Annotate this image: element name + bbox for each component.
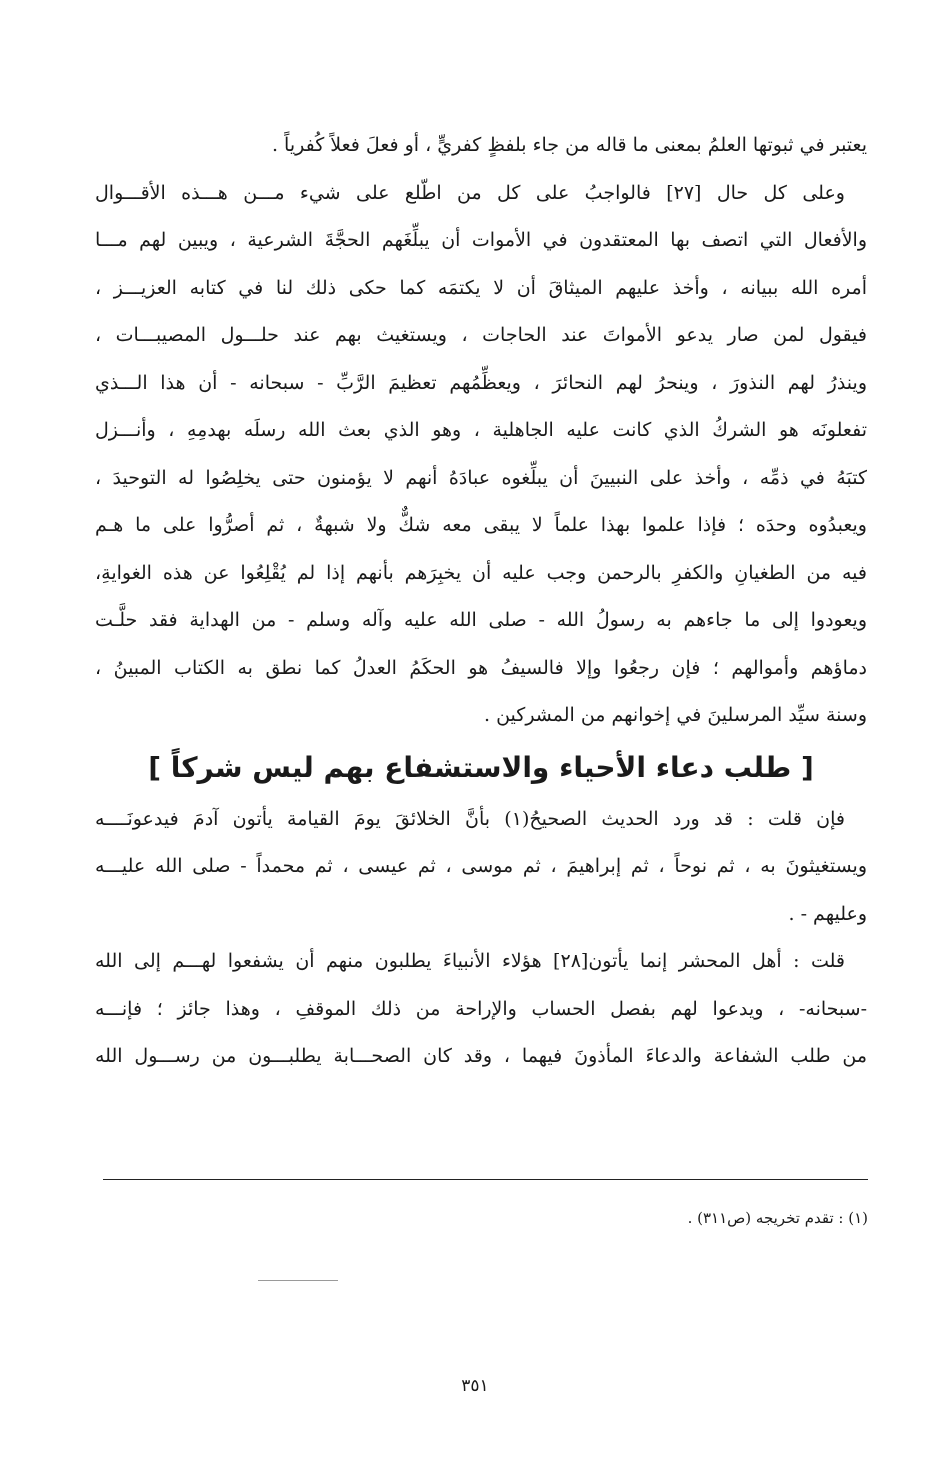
text-line: أمره الله ببيانه ، وأخذ عليهم الميثاقَ أن لا يكتمَه كما حكى ذلك لنا في كتابه العزيـــز ، — [95, 276, 867, 299]
text-line: من طلب الشفاعة والدعاءَ المأذونَ فيهما ، وقد كان الصحـــابة يطلبـــون من رســـول الله — [95, 1045, 867, 1067]
text-line: ويعودوا إلى ما جاءهم به رسولُ الله - صلى الله عليه وآله وسلم - من الهداية فقد حلَّـت — [95, 609, 867, 631]
text-line: يعتبر في ثبوتها العلمُ بمعنى ما قاله من جاء بلفظٍ كفريٍّ ، أو فعلَ فعلاً كُفرياً . — [271, 134, 867, 156]
text-line: فيه من الطغيانِ والكفرِ بالرحمن وجب عليه أن يخبِرَهم بأنهم إذا لم يُقْلِعُوا عن هذه الغوايةِ، — [95, 561, 867, 584]
page-number: ٣٥١ — [461, 1376, 489, 1396]
text-line: دماؤهم وأموالهم ؛ فإن رجعُوا وإلا فالسيفُ هو الحكَمُ العدلُ كما نطق به الكتاب المبينُ ، — [95, 656, 867, 679]
text-line: -سبحانه- ، ويدعوا لهم بفصل الحساب والإراحة من ذلك الموقفِ ، وهذا جائز ؛ فإنـــه — [95, 997, 867, 1020]
text-line: والأفعال التي اتصف بها المعتقدون في الأموات أن يبلِّغَهم الحجَّةَ الشرعية ، ويبين لهم مـــا — [95, 229, 867, 251]
scan-mark — [258, 1280, 338, 1281]
text-line: فيقول لمن صار يدعو الأمواتَ عند الحاجات ، ويستغيث بهم عند حلـــول المصيبـــات ، — [95, 324, 867, 346]
text-line: وسنة سيِّد المرسلينَ في إخوانهم من المشركين . — [484, 704, 867, 726]
text-line: كتبَهُ في ذمِّه ، وأخذ على النبيينَ أن يبلِّغوه عبادَهُ أنهم لا يؤمنون حتى يخلِصُوا له التوحيدَ ، — [95, 466, 867, 489]
text-line: وينذرُ لهم النذورَ ، وينحرُ لهم النحائرَ ، ويعظِّمُهم تعظيمَ الرَّبِّ - سبحانه - أن هذا الـــذي — [95, 371, 867, 394]
text-line: وعلى كل حال [٢٧] فالواجبُ على كل من اطّلع على شيء مـــن هـــذه الأقـــوال — [95, 181, 845, 204]
footnote-separator — [103, 1179, 868, 1180]
text-line: وعليهم - . — [788, 902, 867, 925]
text-line: ويعبدُوه وحدَه ؛ فإذا علموا بهذا علماً لا يبقى معه شكٌّ ولا شبهةٌ ، ثم أصرُّوا على ما هـم — [95, 514, 867, 536]
text-line: قلت : أهل المحشر إنما يأتون[٢٨] هؤلاء الأنبياءَ يطلبون منهم أن يشفعوا لهـــم إلى الله — [95, 950, 845, 972]
footnote: (١) : تقدم تخريجه (ص٣١١) . — [687, 1209, 868, 1227]
text-line: فإن قلت : قد ورد الحديث الصحيحُ(١) بأنَّ الخلائقَ يومَ القيامة يأتون آدمَ فيدعونَــــه — [95, 807, 845, 830]
page-body — [95, 122, 867, 1081]
text-line: ويستغيثونَ به ، ثم نوحاً ، ثم إبراهيمَ ، ثم موسى ، ثم عيسى ، ثم محمداً - صلى الله عليـــه — [95, 855, 867, 877]
text-line: تفعلونَه هو الشركُ الذي كانت عليه الجاهلية ، وهو الذي بعث الله رسلَه بهدمِهِ ، وأنـــزل — [95, 419, 867, 441]
section-heading: [ طلب دعاء الأحياء والاستشفاع بهم ليس شركاً ] — [148, 750, 814, 784]
